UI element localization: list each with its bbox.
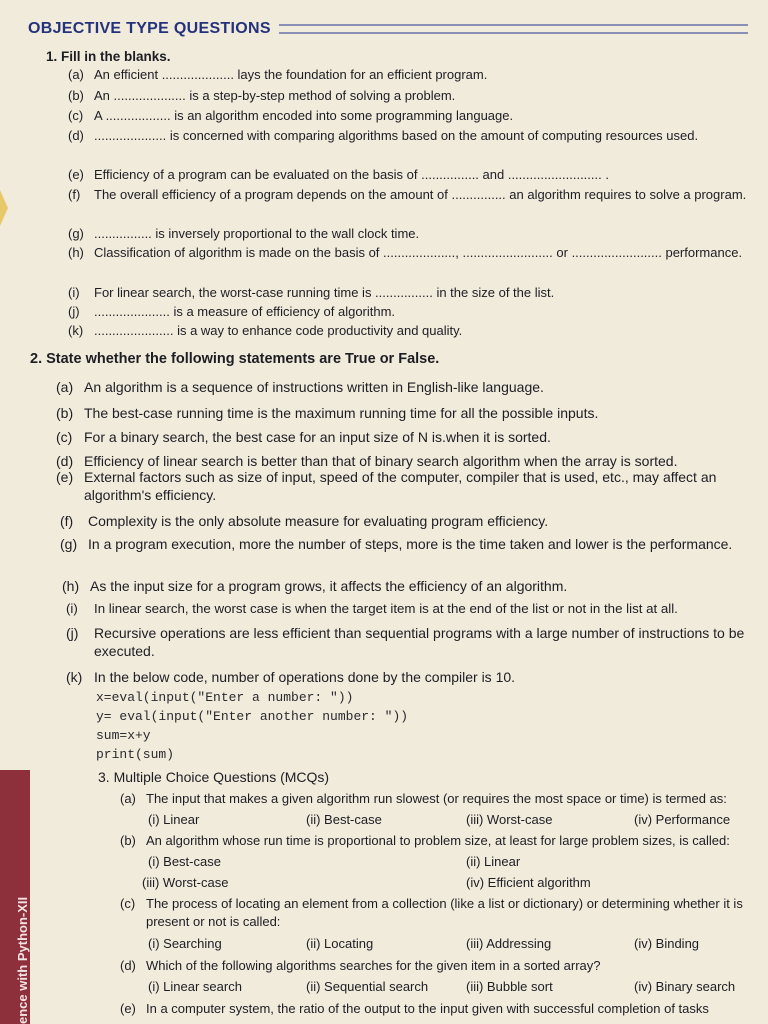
q3-b-options-row2	[142, 874, 758, 892]
q3-c-options	[148, 935, 758, 953]
q2-item-f: (f) Complexity is the only absolute measure for evaluating program efficiency.	[60, 513, 549, 529]
question-2-title: 2. State whether the following statements are True or False.	[30, 351, 440, 367]
q3-a-options	[148, 811, 758, 829]
q1-item-h: (h) Classification of algorithm is made on the basis of ...................., ......................... or ......................... performance.	[68, 245, 743, 260]
option[interactable]: (i) Searching	[148, 936, 222, 951]
q3-b-options-row1	[148, 853, 758, 871]
q2-item-g: (g) In a program execution, more the number of steps, more is the time taken and lower is the performance.	[60, 536, 733, 552]
section-heading-row	[28, 16, 748, 42]
q2-item-c: (c) For a binary search, the best case for an input size of N is.when it is sorted.	[56, 429, 551, 445]
code-block	[96, 688, 408, 764]
q2-item-k: (k) In the below code, number of operations done by the compiler is 10.	[66, 669, 516, 685]
sidebar-book-title: ence with Python-XII	[15, 896, 30, 1024]
q1-item-k: (k) ...................... is a way to enhance code productivity and quality.	[68, 323, 463, 338]
option[interactable]: (iii) Worst-case	[142, 875, 229, 890]
code-line: y= eval(input("Enter another number: "))	[96, 709, 409, 724]
q2-item-j: (j) Recursive operations are less efficient than sequential programs with a large number of instructions to be executed.	[66, 625, 745, 659]
option[interactable]: (ii) Linear	[466, 854, 521, 869]
option[interactable]: (ii) Best-case	[306, 812, 382, 827]
q2-item-a: (a) An algorithm is a sequence of instructions written in English-like language.	[56, 379, 544, 395]
option[interactable]: (iv) Binary search	[634, 979, 736, 994]
q1-item-c: (c) A .................. is an algorithm encoded into some programming language.	[68, 108, 514, 123]
q2-item-d: (d) Efficiency of linear search is better than that of binary search algorithm when the array is sorted.	[56, 453, 678, 469]
option[interactable]: (i) Best-case	[148, 854, 221, 869]
q2-item-h: (h) As the input size for a program grows, it affects the efficiency of an algorithm.	[62, 578, 568, 594]
q1-item-a: (a) An efficient .................... lays the foundation for an efficient program.	[68, 67, 488, 82]
q2-item-e: (e) External factors such as size of input, speed of the computer, compiler that is used, etc., may affect an algorithm's efficiency.	[56, 469, 717, 503]
code-line: x=eval(input("Enter a number: "))	[96, 690, 354, 705]
q1-item-i: (i) For linear search, the worst-case running time is ................ in the size of the list.	[68, 285, 555, 300]
book-title-sidebar	[0, 770, 30, 1024]
q3-item-b: (b) An algorithm whose run time is proportional to problem size, at least for large problem sizes, is called:	[120, 833, 730, 848]
option[interactable]: (iv) Binding	[634, 936, 700, 951]
option[interactable]: (iv) Performance	[634, 812, 731, 827]
q3-d-options	[148, 978, 758, 996]
q2-item-i: (i) In linear search, the worst case is when the target item is at the end of the list or not in the list at all.	[66, 601, 678, 616]
q3-item-d: (d) Which of the following algorithms searches for the given item in a sorted array?	[120, 958, 601, 973]
q1-item-b: (b) An .................... is a step-by-step method of solving a problem.	[68, 88, 456, 103]
question-1-title: 1. Fill in the blanks.	[46, 49, 171, 64]
section-heading: OBJECTIVE TYPE QUESTIONS	[28, 20, 271, 37]
option[interactable]: (ii) Sequential search	[306, 979, 429, 994]
q1-item-g: (g) ................ is inversely proportional to the wall clock time.	[68, 226, 420, 241]
q3-item-a: (a) The input that makes a given algorithm run slowest (or requires the most space or time) is termed as:	[120, 791, 727, 806]
q1-item-f: (f) The overall efficiency of a program depends on the amount of ............... an algorithm requires to solve a program.	[68, 187, 747, 202]
option[interactable]: (iii) Addressing	[466, 936, 552, 951]
option[interactable]: (ii) Locating	[306, 936, 374, 951]
q1-item-j: (j) ..................... is a measure of efficiency of algorithm.	[68, 304, 396, 319]
q3-item-c: (c) The process of locating an element from a collection (like a list or dictionary) or determining whether it is present or not is called:	[120, 896, 743, 929]
page-edge-marker	[0, 190, 8, 226]
q2-item-b: (b) The best-case running time is the maximum running time for all the possible inputs.	[56, 405, 599, 421]
q1-item-d: (d) .................... is concerned with comparing algorithms based on the amount of computing resources used.	[68, 128, 699, 143]
q3-item-e: (e) In a computer system, the ratio of the output to the input given with successful completion of tasks	[120, 1001, 709, 1016]
option[interactable]: (i) Linear	[148, 812, 200, 827]
option[interactable]: (iii) Bubble sort	[466, 979, 553, 994]
question-3-title: 3. Multiple Choice Questions (MCQs)	[98, 769, 330, 785]
code-line: print(sum)	[96, 747, 175, 762]
q1-item-e: (e) Efficiency of a program can be evaluated on the basis of ................ and .......................... .	[68, 167, 609, 182]
option[interactable]: (iii) Worst-case	[466, 812, 553, 827]
option[interactable]: (i) Linear search	[148, 979, 242, 994]
code-line: sum=x+y	[96, 728, 151, 743]
heading-rule	[279, 24, 748, 34]
option[interactable]: (iv) Efficient algorithm	[466, 875, 591, 890]
